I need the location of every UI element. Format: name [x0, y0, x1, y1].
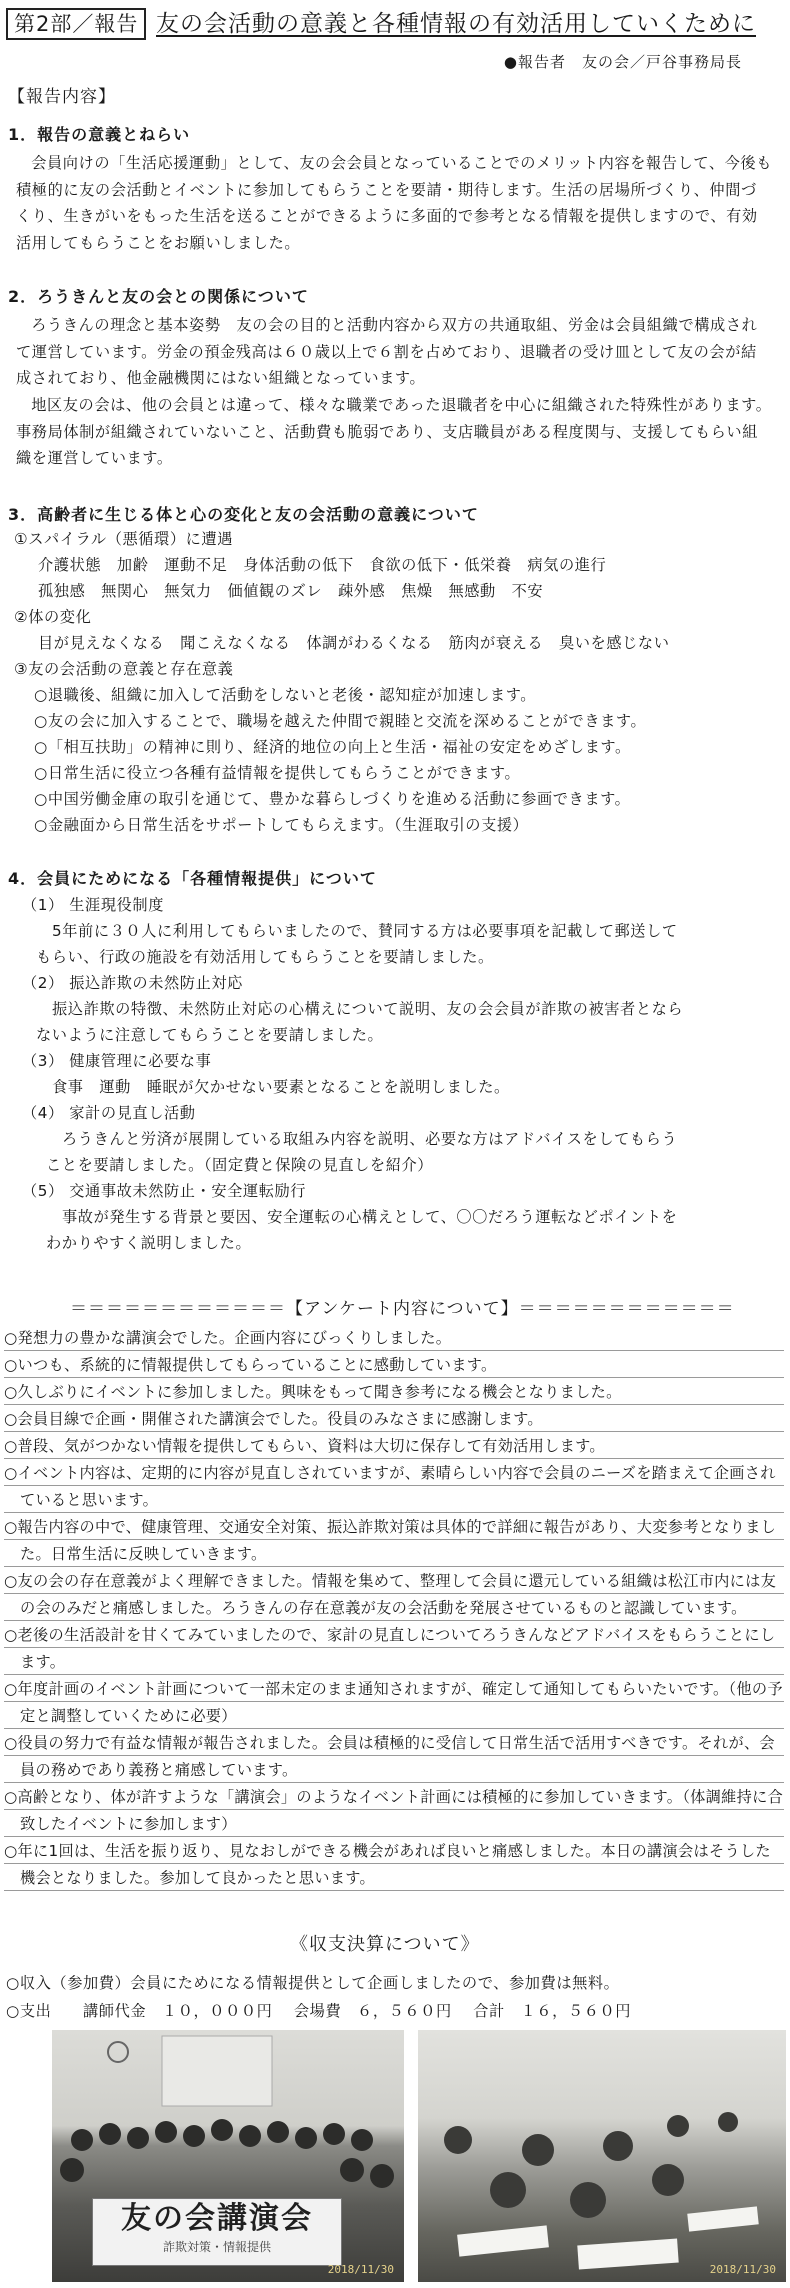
- part-label: 第2部／報告: [6, 8, 146, 40]
- expense-venue: 会場費 ６，５６０円: [293, 2002, 452, 2020]
- section-2-heading: 2．ろうきんと友の会との関係について: [8, 287, 309, 306]
- seminar-photo: [418, 2030, 786, 2282]
- survey-list: [4, 1325, 784, 1892]
- section-2-p1: ろうきんの理念と基本姿勢 友の会の目的と活動内容から双方の共通取組、労金は会員組織で構成されて運営しています。労金の預金残高は６０歳以上で６割を占めており、退職者の受け皿として友の会が結成されており、他金融機関にはない組織となっています。: [16, 316, 758, 387]
- expense-total: 合計 １６，５６０円: [473, 2002, 632, 2020]
- survey-item: ○イベント内容は、定期的に内容が見直しされていますが、素晴らしい内容で会員のニーズを踏まえて企画されていると思います。: [4, 1460, 784, 1514]
- s4-line: 5年前に３０人に利用してもらいましたので、賛同する方は必要事項を記載して郵送して: [52, 922, 678, 940]
- section-1-heading: 1．報告の意義とねらい: [8, 125, 191, 144]
- survey-heading: ＝＝＝＝＝＝＝＝＝＝＝＝【アンケート内容について】＝＝＝＝＝＝＝＝＝＝＝＝: [70, 1299, 735, 1319]
- survey-item: ○年に1回は、生活を振り返り、見なおしができる機会があれば良いと痛感しました。本日の講演会はそうした機会となりました。参加して良かったと思います。: [4, 1838, 784, 1892]
- expense-lecturer: ○支出 講師代金 １０，０００円: [6, 2002, 273, 2020]
- reporter: ●報告者 友の会／戸谷事務局長: [503, 53, 742, 71]
- header: [6, 8, 786, 40]
- s3-line: 目が見えなくなる 聞こえなくなる 体調がわるくなる 筋肉が衰える 臭いを感じない: [38, 634, 670, 652]
- photo-timestamp: 2018/11/30: [709, 2263, 776, 2276]
- photo-timestamp: 2018/11/30: [327, 2263, 394, 2276]
- s3-line: ○中国労働金庫の取引を通じて、豊かな暮らしづくりを進める活動に参画できます。: [34, 790, 631, 808]
- survey-item: ○年度計画のイベント計画について一部未定のまま通知されますが、確定して通知してもらいたいです。（他の予定と調整していくために必要）: [4, 1676, 784, 1730]
- s4-line: （3） 健康管理に必要な事: [22, 1052, 212, 1070]
- s4-line: 事故が発生する背景と要因、安全運転の心構えとして、〇〇だろう運転などポイントを: [62, 1208, 678, 1226]
- s3-line: ○金融面から日常生活をサポートしてもらえます。（生涯取引の支援）: [34, 816, 529, 834]
- budget-income: ○収入（参加費）会員にためになる情報提供として企画しましたので、参加費は無料。: [6, 1974, 620, 1992]
- s3-line: ○退職後、組織に加入して活動をしないと老後・認知症が加速します。: [34, 686, 537, 704]
- survey-item: ○普段、気がつかない情報を提供してもらい、資料は大切に保存して有効活用します。: [4, 1433, 784, 1460]
- budget-expense: [6, 2000, 647, 2022]
- section-2-p2: 地区友の会は、他の会員とは違って、様々な職業であった退職者を中心に組織された特殊性があります。事務局体制が組織されていないこと、活動費も脆弱であり、支店職員がある程度関与、支援してもらい組織を運営しています。: [16, 396, 772, 467]
- seminar-room: [418, 2030, 786, 2282]
- survey-item: ○老後の生活設計を甘くてみていましたので、家計の見直しについてろうきんなどアドバイスをもらうことにします。: [4, 1622, 784, 1676]
- banner-subtitle: 詐欺対策・情報提供: [162, 2240, 271, 2254]
- survey-item: ○久しぶりにイベントに参加しました。興味をもって聞き参考になる機会となりました。: [4, 1379, 784, 1406]
- s4-line: もらい、行政の施設を有効活用してもらうことを要請しました。: [36, 948, 494, 966]
- survey-item: ○友の会の存在意義がよく理解できました。情報を集めて、整理して会員に還元している組織は松江市内には友の会のみだと痛感しました。ろうきんの存在意義が友の会活動を発展させているものと認識しています。: [4, 1568, 784, 1622]
- report-label: 【報告内容】: [8, 87, 116, 107]
- page-title: 友の会活動の意義と各種情報の有効活用していくために: [156, 11, 756, 37]
- s3-line: ○「相互扶助」の精神に則り、経済的地位の向上と生活・福祉の安定をめざします。: [34, 738, 631, 756]
- s3-line: ③友の会活動の意義と存在意義: [14, 660, 234, 678]
- survey-item: ○報告内容の中で、健康管理、交通安全対策、振込詐欺対策は具体的で詳細に報告があり、大変参考となりました。日常生活に反映していきます。: [4, 1514, 784, 1568]
- section-3-heading: 3．高齢者に生じる体と心の変化と友の会活動の意義について: [8, 505, 479, 524]
- survey-item: ○会員目線で企画・開催された講演会でした。役員のみなさまに感謝します。: [4, 1406, 784, 1433]
- group-photo: [52, 2030, 404, 2282]
- s3-line: ○日常生活に役立つ各種有益情報を提供してもらうことができます。: [34, 764, 521, 782]
- s4-line: 振込詐欺の特徴、未然防止対応の心構えについて説明、友の会会員が詐欺の被害者となら: [52, 1000, 684, 1018]
- section-1-body: 会員向けの「生活応援運動」として、友の会会員となっていることでのメリット内容を報告して、今後も積極的に友の会活動とイベントに参加してもらうことを要請・期待します。生活の居場所づくり、仲間づくり、生きがいをもった生活を送ることができるように多面的で参考となる情報を提供しますので、有効活用してもらうことをお願いしました。: [16, 154, 772, 252]
- s4-line: （2） 振込詐欺の未然防止対応: [22, 974, 243, 992]
- s4-line: 食事 運動 睡眠が欠かせない要素となることを説明しました。: [52, 1078, 510, 1096]
- survey-item: ○いつも、系統的に情報提供してもらっていることに感動しています。: [4, 1352, 784, 1379]
- s3-line: 孤独感 無関心 無気力 価値観のズレ 疎外感 焦燥 無感動 不安: [38, 582, 544, 600]
- banner-title: 友の会講演会: [121, 2201, 313, 2236]
- s4-line: ろうきんと労済が展開している取組み内容を説明、必要な方はアドバイスをしてもらう: [62, 1130, 678, 1148]
- survey-item: ○役員の努力で有益な情報が報告されました。会員は積極的に受信して日常生活で活用すべきです。それが、会員の務めであり義務と痛感しています。: [4, 1730, 784, 1784]
- s3-line: ○友の会に加入することで、職場を越えた仲間で親睦と交流を深めることができます。: [34, 712, 647, 730]
- section-4-heading: 4．会員にためになる「各種情報提供」について: [8, 869, 377, 888]
- s4-line: ことを要請しました。（固定費と保険の見直しを紹介）: [46, 1156, 434, 1174]
- s4-line: わかりやすく説明しました。: [46, 1234, 252, 1252]
- s4-line: （4） 家計の見直し活動: [22, 1104, 196, 1122]
- s3-line: 介護状態 加齢 運動不足 身体活動の低下 食欲の低下・低栄養 病気の進行: [38, 556, 607, 574]
- survey-item: ○高齢となり、体が許すような「講演会」のようなイベント計画には積極的に参加していきます。（体調維持に合致したイベントに参加します）: [4, 1784, 784, 1838]
- event-banner: [92, 2198, 342, 2266]
- s3-line: ①スパイラル（悪循環）に遭遇: [14, 530, 233, 548]
- budget-heading: 《収支決算について》: [290, 1934, 480, 1955]
- s4-line: （5） 交通事故未然防止・安全運転励行: [22, 1182, 307, 1200]
- survey-item: ○発想力の豊かな講演会でした。企画内容にびっくりしました。: [4, 1325, 784, 1352]
- s3-line: ②体の変化: [14, 608, 92, 626]
- s4-line: （1） 生涯現役制度: [22, 896, 164, 914]
- s4-line: ないように注意してもらうことを要請しました。: [36, 1026, 384, 1044]
